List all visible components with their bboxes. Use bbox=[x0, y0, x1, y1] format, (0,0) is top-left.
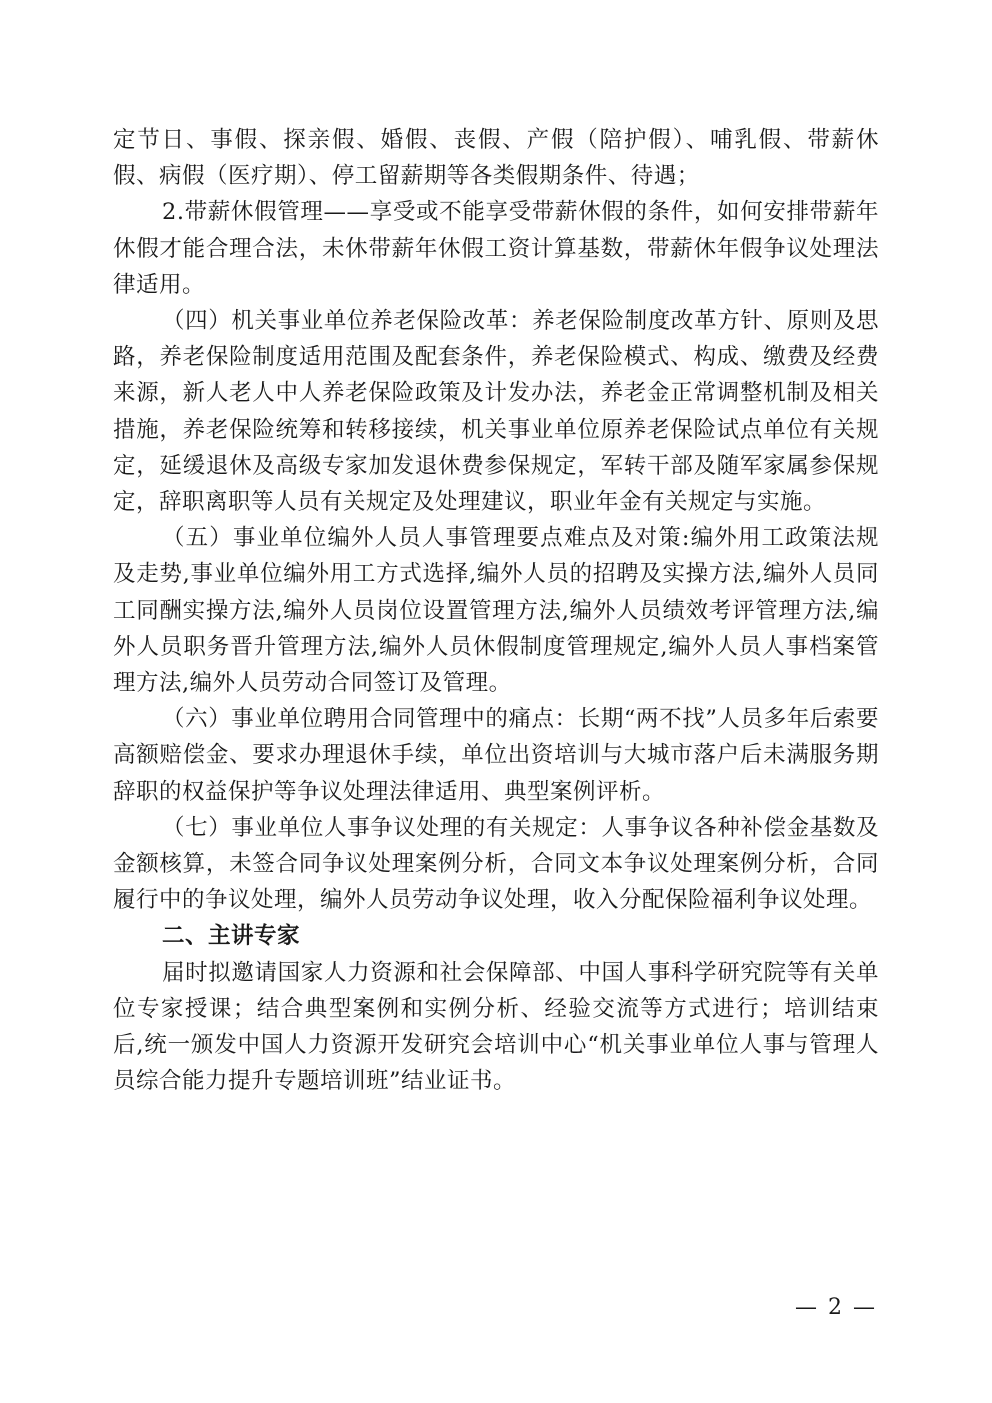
document-body bbox=[113, 122, 879, 1099]
paragraph-leave-types: 定节日、事假、探亲假、婚假、丧假、产假（陪护假）、哺乳假、带薪休假、病假（医疗期）、停工留薪期等各类假期条件、待遇； bbox=[113, 127, 879, 190]
paragraph-dispute-handling: （七）事业单位人事争议处理的有关规定：人事争议各种补偿金基数及金额核算，未签合同争议处理案例分析，合同文本争议处理案例分析，合同履行中的争议处理，编外人员劳动争议处理，收入分配保险福利争议处理。 bbox=[113, 814, 879, 914]
paragraph-employment-contract-issues: （六）事业单位聘用合同管理中的痛点：长期“两不找”人员多年后索要高额赔偿金、要求办理退休手续，单位出资培训与大城市落户后未满服务期辞职的权益保护等争议处理法律适用、典型案例评析。 bbox=[113, 706, 879, 805]
section-heading-lecturers: 二、主讲专家 bbox=[162, 923, 301, 950]
page-number: — 2 — bbox=[795, 1295, 877, 1320]
paragraph-contract-staff-management: （五）事业单位编外人员人事管理要点难点及对策:编外用工政策法规及走势,事业单位编外用工方式选择,编外人员的招聘及实操方法,编外人员同工同酬实操方法,编外人员岗位设置管理方法,编外人员绩效考评管理方法,编外人员职务晋升管理方法,编外人员休假制度管理规定,编外人员人事档案管理方法,编外人员劳动合同签订及管理。 bbox=[113, 525, 879, 697]
paragraph-lecturers-and-certificate: 届时拟邀请国家人力资源和社会保障部、中国人事科学研究院等有关单位专家授课；结合典型案例和实例分析、经验交流等方式进行；培训结束后,统一颁发中国人力资源开发研究会培训中心“机关事业单位人事与管理人员综合能力提升专题培训班”结业证书。 bbox=[113, 959, 879, 1095]
paragraph-paid-leave-management: 2.带薪休假管理——享受或不能享受带薪休假的条件，如何安排带薪年休假才能合理合法，未休带薪年休假工资计算基数，带薪休年假争议处理法律适用。 bbox=[113, 199, 879, 298]
paragraph-pension-reform: （四）机关事业单位养老保险改革：养老保险制度改革方针、原则及思路，养老保险制度适用范围及配套条件，养老保险模式、构成、缴费及经费来源，新人老人中人养老保险政策及计发办法，养老金正常调整机制及相关措施，养老保险统筹和转移接续，机关事业单位原养老保险试点单位有关规定，延缓退休及高级专家加发退休费参保规定，军转干部及随军家属参保规定，辞职离职等人员有关规定及处理建议，职业年金有关规定与实施。 bbox=[113, 308, 879, 516]
